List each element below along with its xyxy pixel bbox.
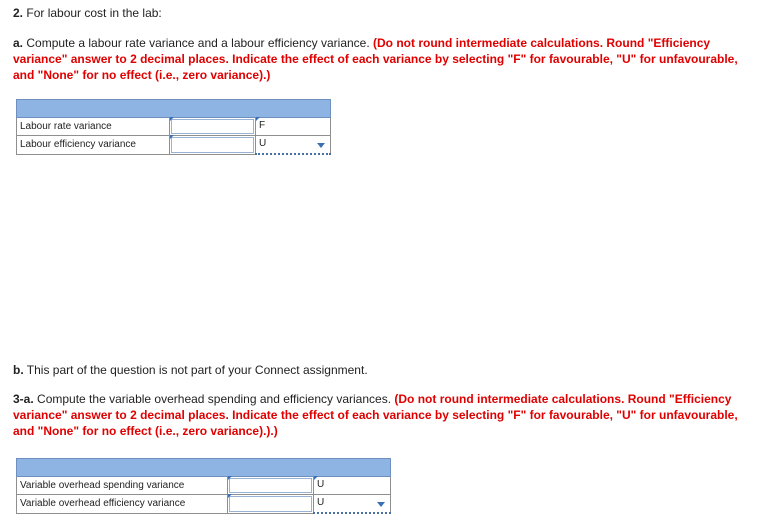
overhead-efficiency-effect-select[interactable]: [314, 495, 391, 514]
select-value: U: [317, 497, 325, 508]
select-value: U: [317, 479, 325, 490]
labour-rate-variance-input[interactable]: [170, 118, 256, 136]
input-field[interactable]: [229, 496, 312, 512]
input-field[interactable]: [171, 119, 254, 134]
overhead-efficiency-variance-input[interactable]: [228, 495, 314, 514]
part-b-prompt: [13, 362, 368, 378]
table-header-row: [17, 100, 331, 118]
input-marker-icon: [228, 494, 232, 498]
part-3a-text: Compute the variable overhead spending and efficiency variances.: [37, 392, 392, 406]
row-label: Variable overhead efficiency variance: [17, 495, 228, 514]
question-number: 2.: [13, 6, 24, 20]
part-a-instruction-1: (Do not round intermediate calculations. Round "Efficiency: [373, 36, 711, 50]
row-label: Variable overhead spending variance: [17, 477, 228, 495]
overhead-variance-table: [16, 458, 391, 514]
part-a-text: Compute a labour rate variance and a labour efficiency variance.: [26, 36, 370, 50]
part-3a-instruction-3: and "None" for no effect (i.e., zero variance).).): [13, 424, 278, 438]
part-a-instruction-3: and "None" for no effect (i.e., zero variance).): [13, 68, 271, 82]
part-a-label: a.: [13, 36, 24, 50]
input-marker-icon: [228, 476, 232, 480]
table-row: [17, 136, 331, 155]
chevron-down-icon[interactable]: [317, 143, 325, 148]
part-a-prompt: [13, 35, 775, 83]
table-row: [17, 495, 391, 514]
labour-variance-table: [16, 99, 331, 155]
question-text: For labour cost in the lab:: [26, 6, 162, 20]
table-row: [17, 118, 331, 136]
table-row: [17, 477, 391, 495]
part-3a-prompt: [13, 391, 775, 439]
input-marker-icon: [170, 117, 174, 121]
labour-efficiency-variance-input[interactable]: [170, 136, 256, 155]
labour-rate-effect-select[interactable]: [256, 118, 331, 136]
input-field[interactable]: [171, 137, 254, 153]
labour-efficiency-effect-select[interactable]: [256, 136, 331, 155]
input-field[interactable]: [229, 478, 312, 493]
row-label: Labour rate variance: [17, 118, 170, 136]
table-header-row: [17, 459, 391, 477]
overhead-spending-variance-input[interactable]: [228, 477, 314, 495]
row-label: Labour efficiency variance: [17, 136, 170, 155]
select-value: U: [259, 138, 267, 149]
part-b-text: This part of the question is not part of your Connect assignment.: [26, 363, 368, 377]
part-3a-instruction-1: (Do not round intermediate calculations. Round "Efficiency: [394, 392, 732, 406]
input-marker-icon: [170, 135, 174, 139]
part-b-label: b.: [13, 363, 24, 377]
part-3a-instruction-2: variance" answer to 2 decimal places. Indicate the effect of each variance by selecting "F" for favourable, "U" for unfavourable,: [13, 408, 738, 422]
part-a-instruction-2: variance" answer to 2 decimal places. Indicate the effect of each variance by selecting "F" for favourable, "U" for unfavourable,: [13, 52, 738, 66]
select-value: F: [259, 120, 266, 131]
part-3a-label: 3-a.: [13, 392, 34, 406]
chevron-down-icon[interactable]: [377, 502, 385, 507]
question-2-heading: [13, 5, 162, 21]
overhead-spending-effect-select[interactable]: [314, 477, 391, 495]
